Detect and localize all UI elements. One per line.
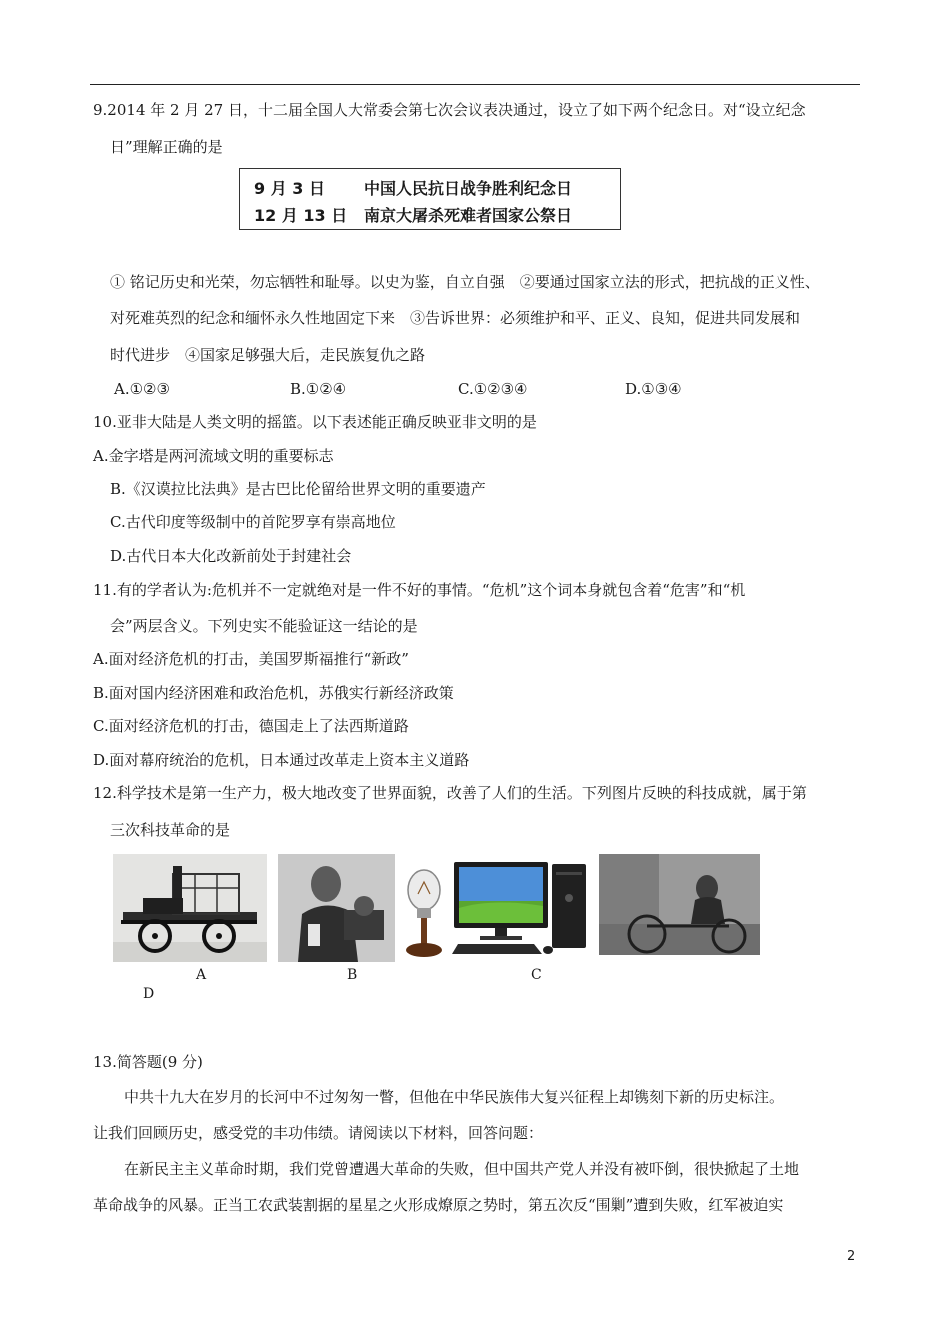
q10-option-b: B.《汉谟拉比法典》是古巴比伦留给世界文明的重要遗产 — [110, 480, 486, 498]
light-bulb-image — [402, 866, 446, 960]
q9-option-d: D.①③④ — [625, 380, 682, 398]
q13-para1-line2: 让我们回顾历史，感受党的丰功伟绩。请阅读以下材料，回答问题： — [93, 1124, 544, 1142]
q9-option-c: C.①②③④ — [458, 380, 528, 398]
memorial-name: 中国人民抗日战争胜利纪念日 — [364, 179, 573, 198]
q13-para2-line2: 革命战争的风暴。正当工农武装割据的星星之火形成燎原之势时，第五次反“围剿”遭到失败，红军被迫实 — [93, 1196, 784, 1214]
q9-items-line3: 时代进步 ④国家足够强大后，走民族复仇之路 — [110, 346, 426, 364]
page-number: 2 — [847, 1249, 856, 1264]
q11-stem-line2: 会”两层含义。下列史实不能验证这一结论的是 — [110, 617, 418, 635]
image-caption-d: D — [143, 986, 155, 1002]
edison-drawing — [278, 854, 395, 962]
image-caption-a: A — [196, 967, 207, 983]
desktop-computer-image — [452, 858, 588, 956]
image-caption-c: C — [531, 967, 542, 983]
automobile-drawing — [599, 854, 760, 955]
q9-memorial-days-table — [239, 168, 621, 230]
q9-items-line2: 对死难英烈的纪念和缅怀永久性地固定下来 ③告诉世界：必须维护和平、正义、良知，促进共同发展和 — [110, 309, 801, 327]
memorial-date: 9 月 3 日 — [254, 179, 325, 198]
q9-option-b: B.①②④ — [290, 380, 347, 398]
q11-option-a: A.面对经济危机的打击，美国罗斯福推行“新政” — [93, 650, 409, 668]
q10-option-a: A.金字塔是两河流域文明的重要标志 — [93, 447, 334, 465]
q12-stem-line1: 12.科学技术是第一生产力，极大地改变了世界面貌，改善了人们的生活。下列图片反映的科技成就，属于第 — [93, 784, 807, 802]
q11-option-c: C.面对经济危机的打击，德国走上了法西斯道路 — [93, 717, 409, 735]
image-caption-b: B — [347, 967, 358, 983]
q11-option-d: D.面对幕府统治的危机，日本通过改革走上资本主义道路 — [93, 751, 470, 769]
q9-option-a: A.①②③ — [114, 380, 170, 398]
steam-locomotive-image — [113, 854, 267, 962]
light-bulb-drawing — [402, 866, 446, 960]
q9-stem-line2: 日”理解正确的是 — [110, 138, 223, 156]
q12-stem-line2: 三次科技革命的是 — [110, 821, 231, 839]
memorial-date: 12 月 13 日 — [254, 206, 348, 225]
q9-items-line1: ① 铭记历史和光荣，勿忘牺牲和耻辱。以史为鉴，自立自强 ②要通过国家立法的形式，把抗战的正义性、 — [110, 273, 820, 291]
early-automobile-image — [599, 854, 760, 955]
memorial-row-2 — [254, 203, 572, 226]
q13-title: 13.简答题(9 分) — [93, 1053, 203, 1071]
q11-option-b: B.面对国内经济困难和政治危机，苏俄实行新经济政策 — [93, 684, 454, 702]
memorial-row-1 — [254, 176, 572, 199]
q11-stem-line1: 11.有的学者认为:危机并不一定就绝对是一件不好的事情。“危机”这个词本身就包含着“危害”和“机 — [93, 581, 746, 599]
q13-para2-line1: 在新民主主义革命时期，我们党曾遭遇大革命的失败，但中国共产党人并没有被吓倒，很快掀起了土地 — [124, 1160, 800, 1178]
q10-option-d: D.古代日本大化改新前处于封建社会 — [110, 547, 352, 565]
header-rule — [90, 84, 860, 85]
memorial-name: 南京大屠杀死难者国家公祭日 — [364, 206, 573, 225]
q10-option-c: C.古代印度等级制中的首陀罗享有崇高地位 — [110, 513, 396, 531]
q9-stem-line1: 9.2014 年 2 月 27 日，十二届全国人大常委会第七次会议表决通过，设立了如下两个纪念日。对“设立纪念 — [93, 101, 806, 119]
q13-para1-line1: 中共十九大在岁月的长河中不过匆匆一瞥，但他在中华民族伟大复兴征程上却镌刻下新的历史标注。 — [124, 1088, 785, 1106]
locomotive-drawing — [113, 854, 267, 962]
computer-drawing — [452, 858, 588, 956]
q10-stem: 10.亚非大陆是人类文明的摇篮。以下表述能正确反映亚非文明的是 — [93, 413, 537, 431]
edison-portrait-image — [278, 854, 395, 962]
